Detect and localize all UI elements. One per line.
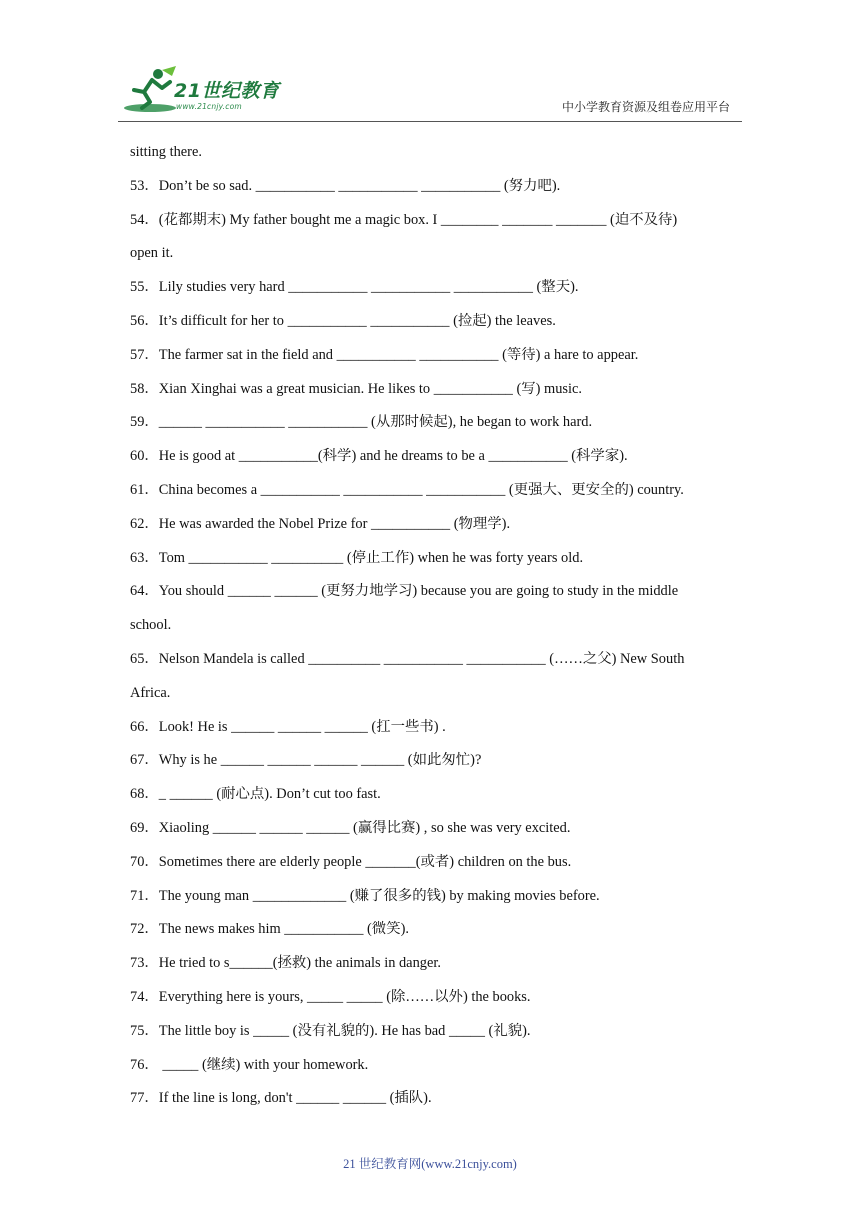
exercise-line: 64．You should ______ ______ (更努力地学习) because you are going to study in the middle bbox=[130, 583, 679, 600]
exercise-line: 66．Look! He is ______ ______ ______ (扛一些书) . bbox=[130, 718, 446, 735]
exercise-line: 74．Everything here is yours, _____ _____ (除……以外) the books. bbox=[130, 988, 531, 1005]
exercise-line: 69．Xiaoling ______ ______ ______ (赢得比赛) , so she was very excited. bbox=[130, 819, 571, 836]
exercise-line: 56．It’s difficult for her to ___________ ___________ (捡起) the leaves. bbox=[130, 312, 556, 329]
exercise-line: 75．The little boy is _____ (没有礼貌的). He has bad _____ (礼貌). bbox=[130, 1022, 531, 1039]
exercise-list bbox=[130, 136, 732, 1116]
exercise-line: 65．Nelson Mandela is called __________ ___________ ___________ (……之父) New South bbox=[130, 650, 685, 667]
site-logo[interactable] bbox=[122, 66, 292, 116]
exercise-line: 61．China becomes a ___________ ___________ ___________ (更强大、更安全的) country. bbox=[130, 481, 684, 498]
page-header bbox=[0, 0, 860, 130]
exercise-line: 76． _____ (继续) with your homework. bbox=[130, 1056, 369, 1073]
exercise-line: school. bbox=[130, 617, 172, 634]
exercise-line: 58．Xian Xinghai was a great musician. He likes to ___________ (写) music. bbox=[130, 380, 583, 397]
page-footer[interactable]: 21 世纪教育网(www.21cnjy.com) bbox=[343, 1157, 517, 1171]
exercise-line: sitting there. bbox=[130, 144, 202, 160]
exercise-line: 59．______ ___________ ___________ (从那时候起), he began to work hard. bbox=[130, 414, 593, 431]
exercise-line: 62．He was awarded the Nobel Prize for ___________ (物理学). bbox=[130, 515, 511, 532]
logo-text: 21世纪教育 bbox=[174, 80, 280, 102]
exercise-line: open it. bbox=[130, 245, 174, 262]
exercise-line: 73．He tried to s______(拯救) the animals in danger. bbox=[130, 955, 441, 972]
exercise-line: 63．Tom ___________ __________ (停止工作) when he was forty years old. bbox=[130, 549, 584, 566]
exercise-line: 71．The young man _____________ (赚了很多的钱) by making movies before. bbox=[130, 887, 600, 904]
exercise-line: 70．Sometimes there are elderly people _______(或者) children on the bus. bbox=[130, 853, 572, 870]
header-tagline: 中小学教育资源及组卷应用平台 bbox=[561, 100, 730, 114]
exercise-line: 72．The news makes him ___________ (微笑). bbox=[130, 921, 409, 938]
logo-url: www.21cnjy.com bbox=[176, 102, 242, 111]
exercise-line: 53．Don’t be so sad. ___________ ___________ ___________ (努力吧). bbox=[130, 177, 561, 194]
exercise-line: 68．_ ______ (耐心点). Don’t cut too fast. bbox=[130, 786, 381, 803]
exercise-line: 54．(花都期末) My father bought me a magic box. I ________ _______ _______ (迫不及待) bbox=[130, 211, 678, 228]
exercise-line: 60．He is good at ___________(科学) and he dreams to be a ___________ (科学家). bbox=[130, 448, 628, 465]
header-divider bbox=[118, 121, 742, 122]
exercise-line: 77．If the line is long, don't ______ ______ (插队). bbox=[130, 1090, 432, 1107]
exercise-line: Africa. bbox=[130, 684, 171, 701]
running-figure-icon bbox=[122, 66, 178, 114]
exercise-line: 57．The farmer sat in the field and ___________ ___________ (等待) a hare to appear. bbox=[130, 346, 639, 363]
exercise-line: 67．Why is he ______ ______ ______ ______ (如此匆忙)? bbox=[130, 752, 482, 769]
exercise-line: 55．Lily studies very hard ___________ ___________ ___________ (整天). bbox=[130, 279, 579, 296]
